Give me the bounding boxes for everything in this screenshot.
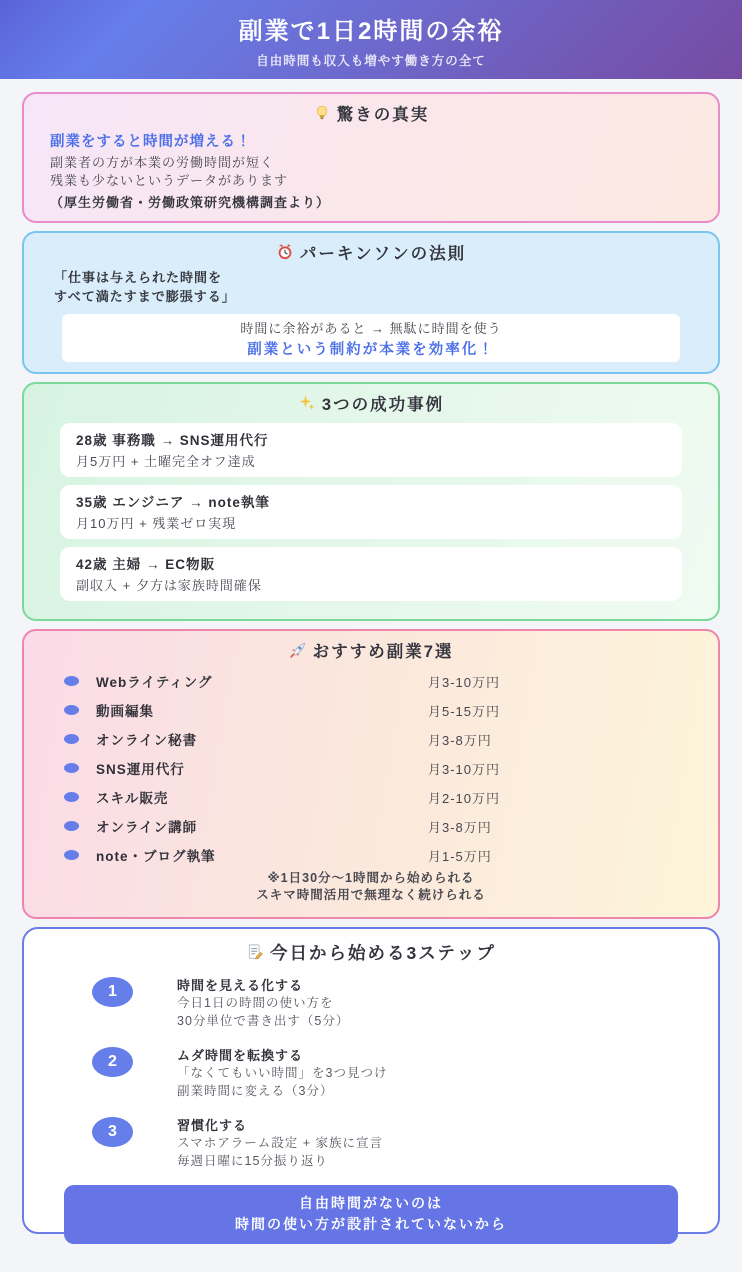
parkinson-quote: 「仕事は与えられた時間を bbox=[54, 269, 223, 285]
page-title: 副業で1日2時間の余裕 bbox=[238, 18, 504, 45]
conclusion-line: 時間の使い方が設計されていないから bbox=[235, 1216, 507, 1233]
section-parkinson bbox=[22, 231, 720, 374]
job-name: 動画編集 bbox=[96, 704, 154, 720]
section-steps bbox=[22, 927, 720, 1235]
job-list-item bbox=[50, 754, 692, 783]
bullet-icon bbox=[64, 821, 79, 831]
step-item bbox=[50, 975, 692, 1030]
job-income: 月2-10万円 bbox=[428, 790, 501, 806]
job-income: 月3-10万円 bbox=[428, 674, 501, 690]
section-parkinson-title: パーキンソンの法則 bbox=[50, 240, 692, 264]
job-name: note・ブログ執筆 bbox=[96, 849, 216, 865]
step-number-badge: 1 bbox=[92, 977, 133, 1007]
parkinson-quote: すべて満たすまで膨張する」 bbox=[54, 288, 236, 304]
section-success bbox=[22, 382, 720, 621]
job-list-item bbox=[50, 812, 692, 841]
conclusion-line: 自由時間がないのは bbox=[299, 1195, 443, 1212]
step-line: 毎週日曜に15分振り返り bbox=[177, 1154, 328, 1169]
section-steps-title: 今日から始める3ステップ bbox=[50, 940, 692, 965]
rocket-icon bbox=[289, 641, 307, 659]
jobs-note: ※1日30分〜1時間から始められる bbox=[267, 870, 475, 885]
job-list-item bbox=[50, 783, 692, 812]
sparkles-icon bbox=[298, 394, 316, 412]
bulb-icon bbox=[313, 104, 331, 122]
step-body bbox=[177, 975, 349, 1030]
case-result: 月10万円 + 残業ゼロ実現 bbox=[76, 515, 237, 531]
step-title: 時間を見える化する bbox=[177, 977, 304, 993]
job-list-item bbox=[50, 696, 692, 725]
step-title: 習慣化する bbox=[177, 1118, 248, 1134]
case-title: 35歳 エンジニア → note執筆 bbox=[76, 494, 270, 510]
step-item bbox=[50, 1045, 692, 1100]
bullet-icon bbox=[64, 850, 79, 860]
truth-source: （厚生労働省・労働政策研究機構調査より） bbox=[50, 194, 331, 210]
alarm-clock-icon bbox=[276, 243, 294, 261]
parkinson-box-highlight: 副業という制約が本業を効率化！ bbox=[247, 341, 495, 358]
parkinson-conclusion-box bbox=[62, 314, 680, 362]
main-content bbox=[0, 79, 742, 1272]
bullet-icon bbox=[64, 792, 79, 802]
section-jobs-title: おすすめ副業7選 bbox=[50, 638, 692, 662]
section-jobs bbox=[22, 629, 720, 919]
bullet-icon bbox=[64, 676, 79, 686]
job-list-item bbox=[50, 667, 692, 696]
job-income: 月5-15万円 bbox=[428, 703, 501, 719]
page-subtitle: 自由時間も収入も増やす働き方の全て bbox=[256, 54, 486, 68]
step-line: スマホアラーム設定 + 家族に宣言 bbox=[177, 1136, 383, 1151]
success-case-card bbox=[60, 547, 682, 601]
section-truth-title: 驚きの真実 bbox=[50, 101, 692, 125]
jobs-note: スキマ時間活用で無理なく続けられる bbox=[256, 888, 486, 903]
step-title: ムダ時間を転換する bbox=[177, 1047, 304, 1063]
step-body bbox=[177, 1045, 387, 1100]
job-name: オンライン講師 bbox=[96, 820, 198, 836]
bullet-icon bbox=[64, 734, 79, 744]
bullet-icon bbox=[64, 763, 79, 773]
job-income: 月1-5万円 bbox=[428, 848, 492, 864]
job-list-item bbox=[50, 725, 692, 754]
step-number-badge: 2 bbox=[92, 1047, 133, 1077]
truth-line: 残業も少ないというデータがあります bbox=[50, 173, 289, 189]
section-truth bbox=[22, 92, 720, 223]
job-name: オンライン秘書 bbox=[96, 733, 198, 749]
case-title: 42歳 主婦 → EC物販 bbox=[76, 556, 216, 572]
job-income: 月3-8万円 bbox=[428, 732, 492, 748]
section-success-title: 3つの成功事例 bbox=[50, 391, 692, 415]
step-line: 副業時間に変える（3分） bbox=[177, 1083, 334, 1098]
step-item bbox=[50, 1115, 692, 1170]
bullet-icon bbox=[64, 705, 79, 715]
success-case-card bbox=[60, 423, 682, 477]
job-list-item bbox=[50, 841, 692, 870]
job-name: SNS運用代行 bbox=[96, 762, 185, 778]
step-line: 今日1日の時間の使い方を bbox=[177, 995, 334, 1010]
job-name: Webライティング bbox=[96, 675, 213, 691]
truth-highlight: 副業をすると時間が増える！ bbox=[50, 134, 252, 150]
step-line: 「なくてもいい時間」を3つ見つけ bbox=[177, 1065, 388, 1080]
conclusion-banner bbox=[64, 1185, 678, 1244]
page-header bbox=[0, 0, 742, 79]
case-title: 28歳 事務職 → SNS運用代行 bbox=[76, 432, 269, 448]
step-number-badge: 3 bbox=[92, 1117, 133, 1147]
job-income: 月3-8万円 bbox=[428, 819, 492, 835]
job-name: スキル販売 bbox=[96, 791, 169, 807]
step-line: 30分単位で書き出す（5分） bbox=[177, 1013, 350, 1028]
memo-icon bbox=[246, 943, 264, 961]
parkinson-box-line: 時間に余裕があると → 無駄に時間を使う bbox=[240, 320, 502, 336]
step-body bbox=[177, 1115, 383, 1170]
case-result: 月5万円 + 土曜完全オフ達成 bbox=[76, 453, 256, 469]
success-case-card bbox=[60, 485, 682, 539]
case-result: 副収入 + 夕方は家族時間確保 bbox=[76, 577, 262, 593]
job-income: 月3-10万円 bbox=[428, 761, 501, 777]
truth-line: 副業者の方が本業の労働時間が短く bbox=[50, 155, 275, 170]
